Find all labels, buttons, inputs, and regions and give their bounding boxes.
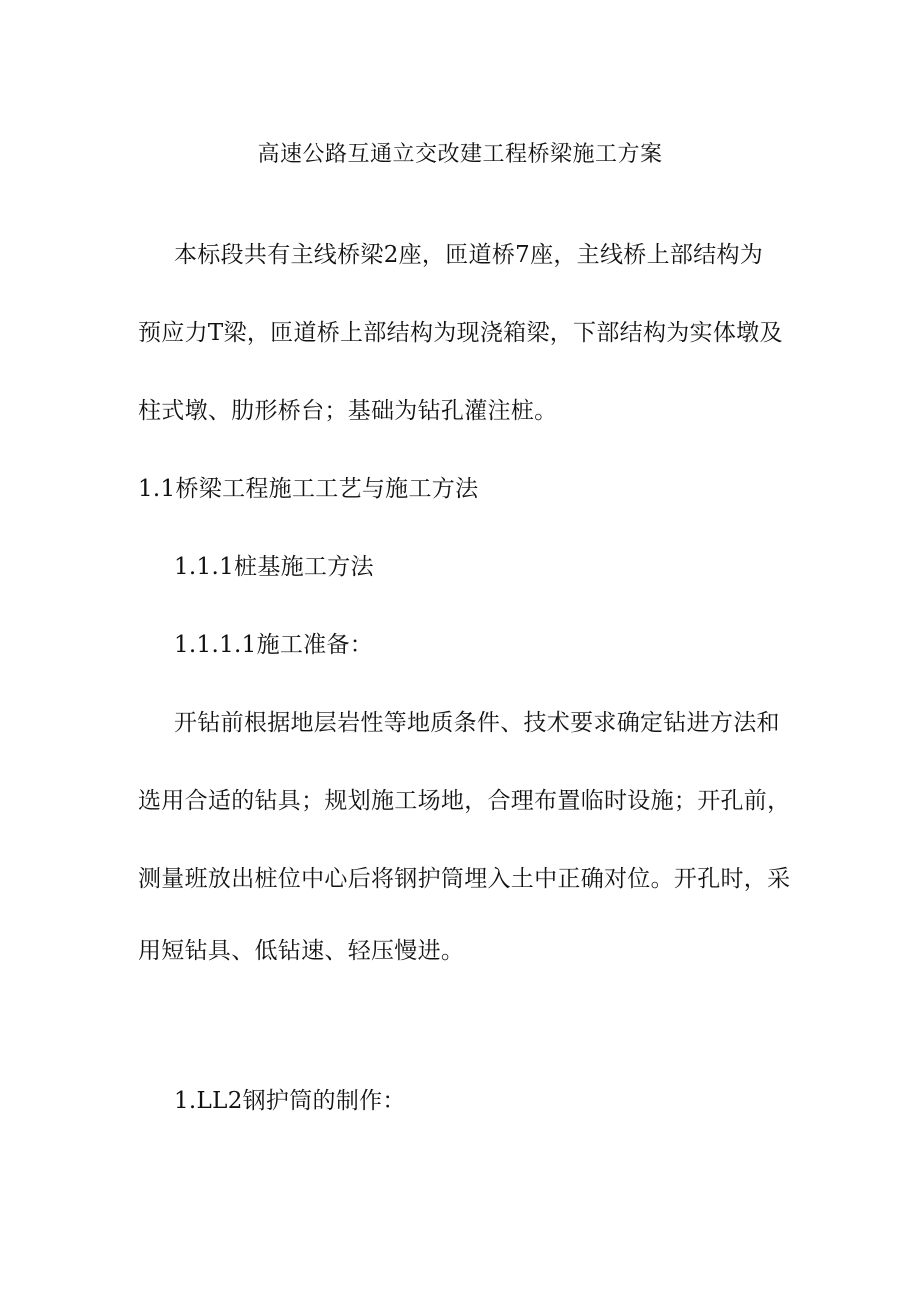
section-heading-1-1-2: 1.LL2钢护筒的制作：: [174, 1088, 406, 1114]
document-title: 高速公路互通立交改建工程桥梁施工方案: [257, 142, 663, 167]
section-heading-1-1-1: 1.1.1桩基施工方法: [174, 554, 374, 580]
paragraph-1-line-3: 柱式墩、肋形桥台；基础为钻孔灌注桩。: [138, 398, 558, 424]
section-heading-1-1: 1.1桥梁工程施工工艺与施工方法: [138, 476, 479, 502]
paragraph-1-line-2: 预应力T梁，匝道桥上部结构为现浇箱梁，下部结构为实体墩及: [138, 320, 783, 346]
paragraph-2-line-4: 用短钻具、低钻速、轻压慢进。: [138, 938, 465, 964]
paragraph-2-line-2: 选用合适的钻具；规划施工场地，合理布置临时设施；开孔前，: [138, 788, 791, 814]
paragraph-1-line-1: 本标段共有主线桥梁2座，匝道桥7座，主线桥上部结构为: [174, 242, 764, 268]
paragraph-2-line-3: 测量班放出桩位中心后将钢护筒埋入土中正确对位。开孔时，采: [138, 866, 791, 892]
paragraph-2-line-1: 开钻前根据地层岩性等地质条件、技术要求确定钻进方法和: [174, 710, 780, 736]
section-heading-1-1-1-1: 1.1.1.1施工准备：: [174, 632, 374, 658]
